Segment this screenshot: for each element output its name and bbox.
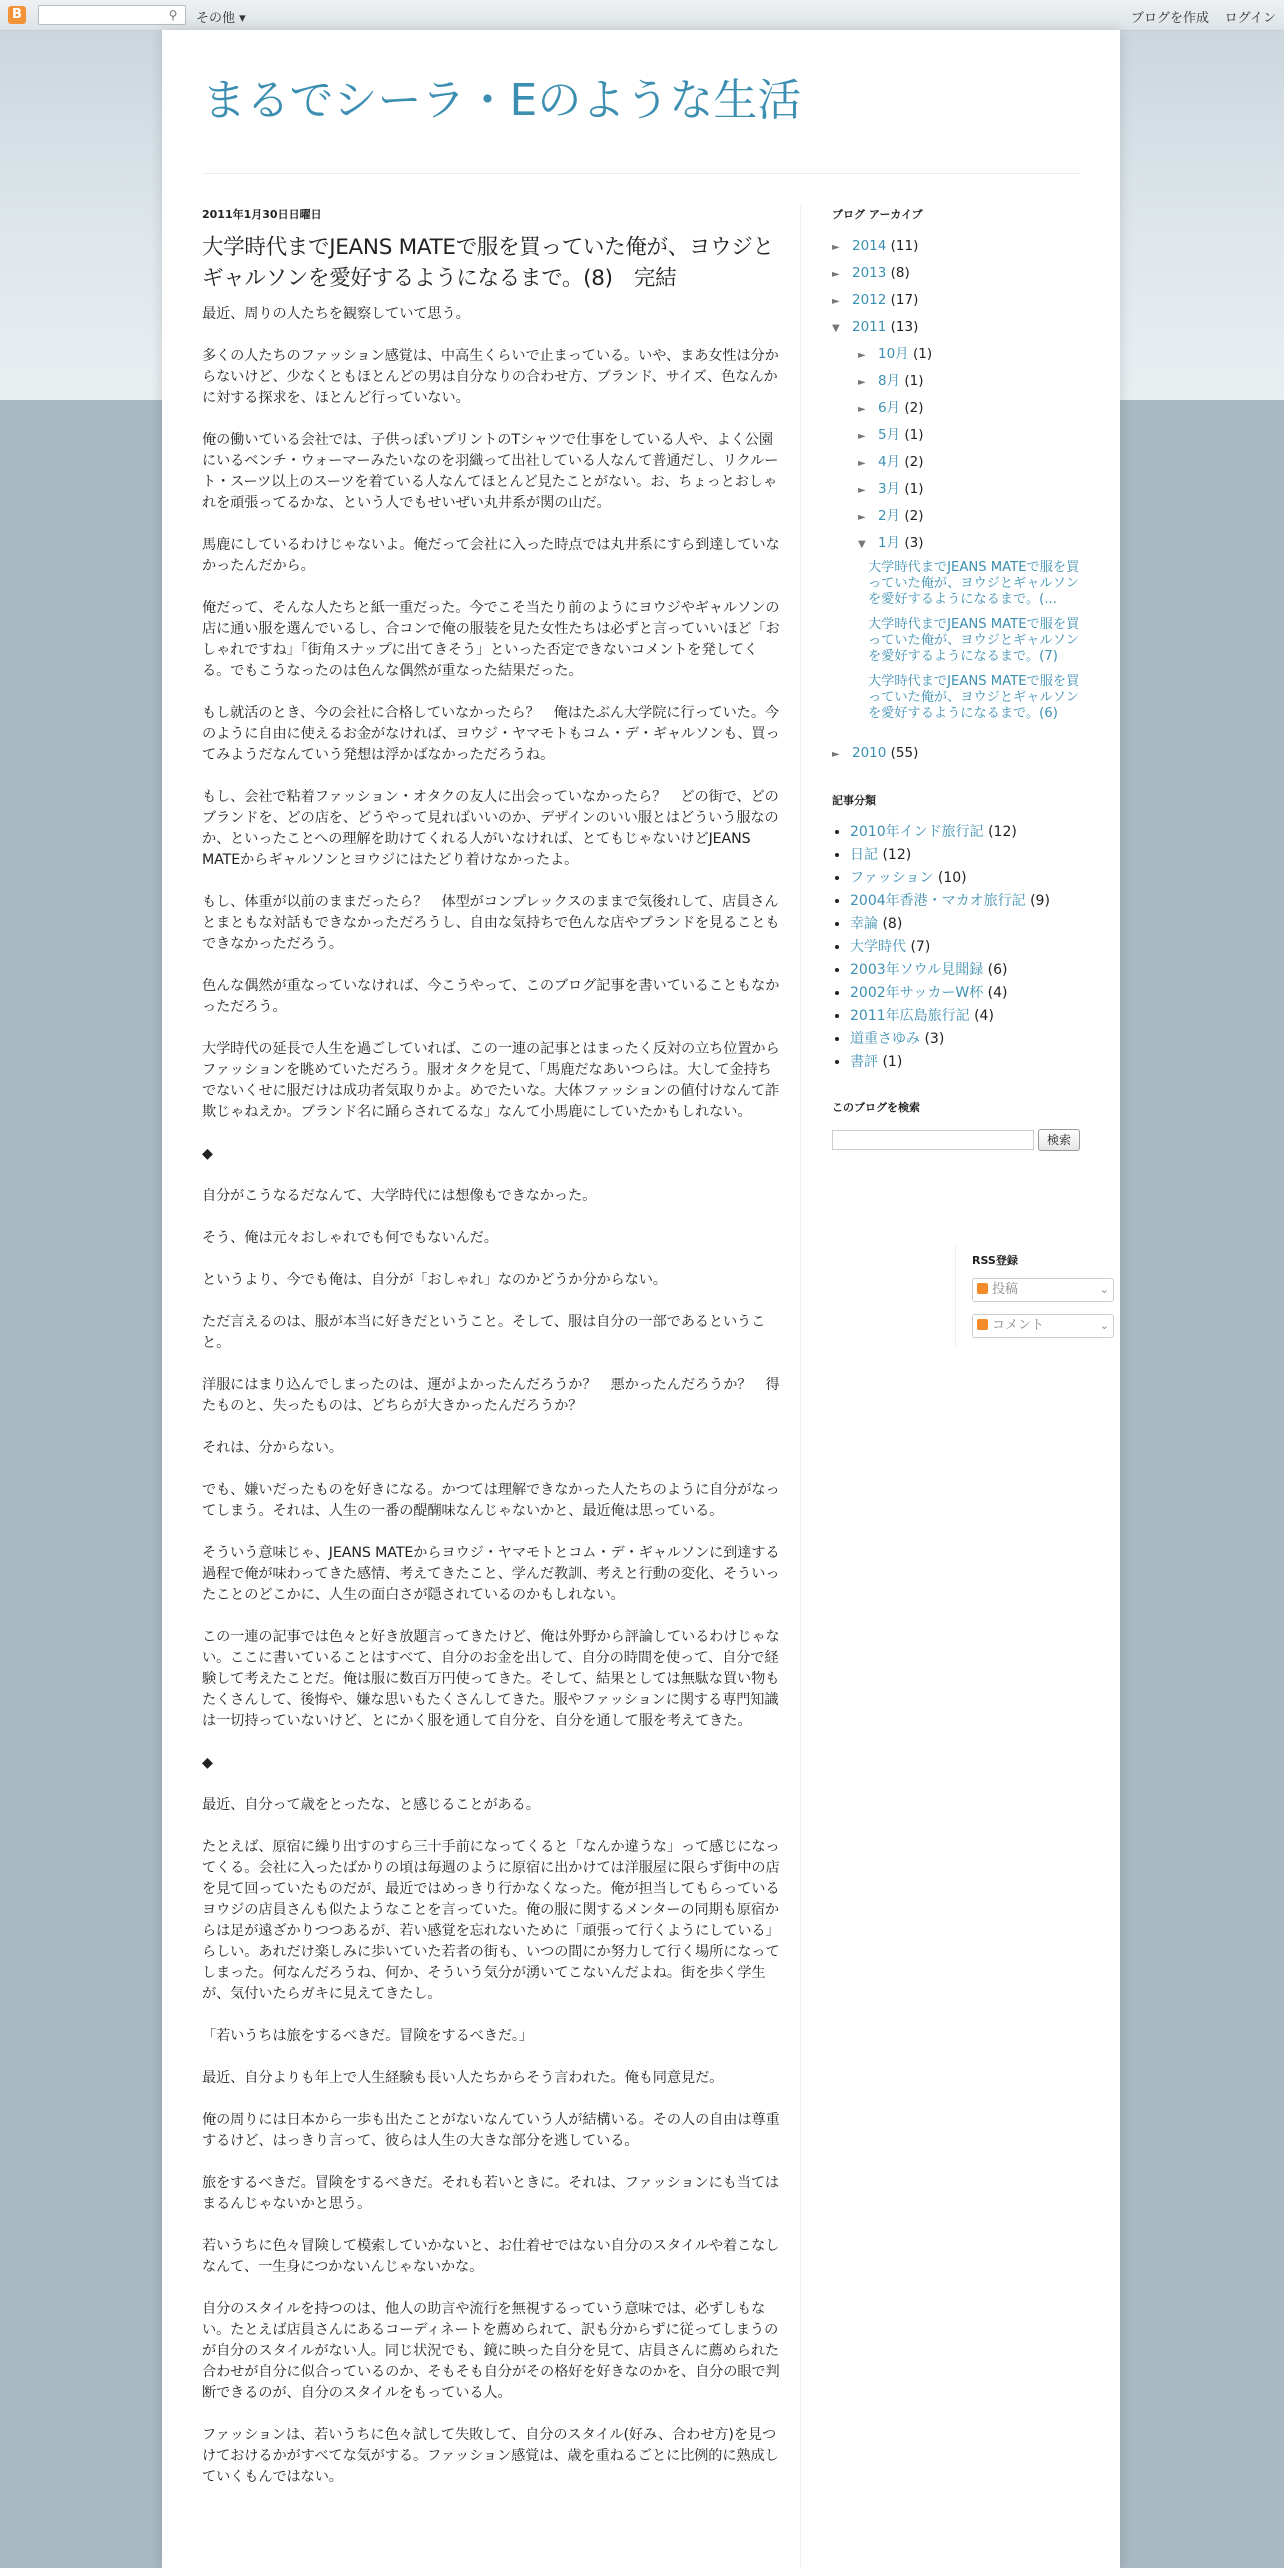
blogger-logo-icon[interactable]: B (8, 6, 26, 24)
blog-search (832, 1129, 1082, 1151)
label-item (850, 937, 1082, 960)
post-paragraph: 馬鹿にしているわけじゃないよ。俺だって会社に入った時点では丸井系にすら到達していなかったんだから。 (202, 537, 780, 574)
archive-month (832, 371, 1082, 398)
toggle-icon[interactable]: ► (832, 242, 840, 253)
label-count: (12) (882, 847, 912, 863)
label-link[interactable]: 2010年インド旅行記 (850, 824, 984, 840)
post-paragraph: 俺だって、そんな人たちと紙一重だった。今でこそ当たり前のようにヨウジやギャルソンの店に通い服を選んでいるし、合コンで俺の服装を見た女性たちは必ずと言っていいほど「おしゃれですね」「街角スナップに出てきそう」といった否定できないコメントを発してくる。でもこうなったのは色んな偶然が重なった結果だった。 (202, 600, 780, 679)
toggle-icon[interactable]: ▼ (832, 323, 840, 334)
archive-month (832, 425, 1082, 452)
labels-list (832, 822, 1082, 1075)
archive-link[interactable]: 10月 (878, 346, 909, 362)
label-link[interactable]: 大学時代 (850, 939, 906, 955)
toggle-icon[interactable]: ▼ (858, 539, 866, 550)
blog-title[interactable]: まるでシーラ・Eのような生活 (202, 75, 802, 126)
post-paragraph: 最近、自分って歳をとったな、と感じることがある。 (202, 1797, 540, 1813)
archive-link[interactable]: 6月 (878, 400, 901, 416)
archive-link[interactable]: 2014 (852, 238, 887, 254)
archive-count: (13) (890, 319, 919, 335)
label-link[interactable]: 2004年香港・マカオ旅行記 (850, 893, 1026, 909)
archive-count: (55) (890, 745, 919, 761)
label-item (850, 868, 1082, 891)
toggle-icon[interactable]: ► (832, 749, 840, 760)
label-item (850, 914, 1082, 937)
label-count: (6) (987, 962, 1008, 978)
post-paragraph: たとえば、原宿に繰り出すのすら三十手前になってくると「なんか違うな」って感じになってくる。会社に入ったばかりの頃は毎週のように原宿に出かけては洋服屋に限らず街中の店を見て回っていたものだが、最近ではめっきり行かなくなった。俺が担当してもらっているヨウジの店員さんも似たようなことを言っていた。俺の服に関するメンターの同期も原宿からは足が遠ざかりつつあるが、若い感覚を忘れないために「頑張って行くようにしている」らしい。あれだけ楽しみに歩いていた若者の街も、いつの間にか努力して行く場所になってしまった。何なんだろうね、何か、そういう気分が湧いてこないんだよね。街を歩く学生が、気付いたらガキに見えてきたし。 (202, 1839, 780, 2002)
archive-count: (2) (904, 508, 924, 524)
archive-link[interactable]: 2012 (852, 292, 887, 308)
rss-comments-dropdown[interactable] (972, 1314, 1114, 1338)
rss-widget (972, 1252, 1132, 1350)
archive-month (832, 452, 1082, 479)
post-paragraph: もし、会社で粘着ファッション・オタクの友人に出会っていなかったら？ どの街で、どのブランドを、どの店を、どうやって見ればいいのか、デザインのいい服とはどういう服なのか、といったことへの理解を助けてくれる人がいなければ、とてもじゃないけどJEANS MATEからギャルソンとヨウジにはたどり着けなかったよ。 (202, 789, 779, 868)
label-count: (7) (910, 939, 931, 955)
label-count: (1) (882, 1054, 903, 1070)
archive-count: (1) (904, 427, 924, 443)
archive-count: (17) (890, 292, 919, 308)
chevron-down-icon: ⌄ (1099, 1283, 1109, 1296)
archive-count: (2) (904, 454, 924, 470)
label-count: (12) (988, 824, 1017, 840)
archive-count: (11) (890, 238, 919, 254)
post-paragraph: ◆ (202, 1755, 213, 1771)
archive-link[interactable]: 2010 (852, 745, 887, 761)
archive-post-link[interactable]: 大学時代までJEANS MATEで服を買っていた俺が、ヨウジとギャルソンを愛好するようになるまで。(... (868, 560, 1080, 607)
toggle-icon[interactable]: ► (858, 404, 866, 415)
post-paragraph: 「若いうちは旅をするべきだ。冒険をするべきだ。」 (202, 2028, 534, 2044)
archive-link[interactable]: 2011 (852, 319, 887, 335)
archive-link[interactable]: 3月 (878, 481, 901, 497)
toggle-icon[interactable]: ► (858, 431, 866, 442)
post-paragraph: 大学時代の延長で人生を過ごしていれば、この一連の記事とはまったく反対の立ち位置からファッションを眺めていただろう。服オタクを見て、「馬鹿だなあいつらは。大して金持ちでないくせに服だけは成功者気取りかよ。めでたいな。大体ファッションの値付けなんて詐欺じゃねえか。ブランド名に踊らされてるな」なんて小馬鹿にしていたかもしれない。 (202, 1041, 780, 1120)
sidebar (832, 206, 1082, 1151)
label-item (850, 960, 1082, 983)
label-item (850, 1052, 1082, 1075)
post-paragraph: もし、体重が以前のままだったら？ 体型がコンプレックスのままで気後れして、店員さんとまともな対話もできなかっただろうし、自由な気持ちで色んな店やブランドを見ることもできなかっただろう。 (202, 894, 780, 952)
label-link[interactable]: 2002年サッカーW杯 (850, 985, 984, 1001)
rss-icon (977, 1283, 988, 1294)
archive-year-2011 (832, 317, 1082, 344)
header-divider (202, 173, 1080, 174)
toggle-icon[interactable]: ► (858, 377, 866, 388)
post-paragraph: 自分のスタイルを持つのは、他人の助言や流行を無視するっていう意味では、必ずしもない。たとえば店員さんにあるコーディネートを薦められて、訳も分からずに従ってしまうのが自分のスタイルがない人。同じ状況でも、鏡に映った自分を見て、店員さんに薦められた合わせが自分に似合っているのか、そもそも自分がその格好を好きなのかを、自分の眼で判断できるのが、自分のスタイルをもっている人。 (202, 2301, 780, 2401)
label-count: (9) (1030, 893, 1050, 909)
toggle-icon[interactable]: ► (858, 512, 866, 523)
toggle-icon[interactable]: ► (832, 269, 840, 280)
toggle-icon[interactable]: ► (858, 485, 866, 496)
column-divider (800, 206, 801, 2568)
archive-count: (1) (904, 481, 924, 497)
archive-year-2010 (832, 743, 1082, 770)
post-paragraph: 最近、周りの人たちを観察していて思う。 (202, 306, 470, 322)
toggle-icon[interactable]: ► (858, 458, 866, 469)
archive-count: (1) (912, 346, 933, 362)
post-paragraph: それは、分からない。 (202, 1440, 343, 1456)
archive-post-link[interactable]: 大学時代までJEANS MATEで服を買っていた俺が、ヨウジとギャルソンを愛好するようになるまで。(6) (868, 674, 1080, 721)
archive-link[interactable]: 8月 (878, 373, 901, 389)
label-link[interactable]: 幸論 (850, 916, 878, 932)
blogger-navbar (0, 0, 1284, 31)
label-count: (8) (882, 916, 903, 932)
blog-archive (832, 236, 1082, 770)
search-button[interactable]: 検索 (1038, 1129, 1080, 1151)
search-icon[interactable]: ⚲ (168, 8, 178, 22)
post-paragraph: そういう意味じゃ、JEANS MATEからヨウジ・ヤマモトとコム・デ・ギャルソンに到達する過程で俺が味わってきた感情、考えてきたこと、学んだ教訓、考えと行動の変化、そういったことのどこかに、人生の面白さが隠されているのかもしれない。 (202, 1545, 780, 1603)
label-count: (4) (987, 985, 1008, 1001)
post-paragraph: もし就活のとき、今の会社に合格していなかったら？ 俺はたぶん大学院に行っていた。今のように自由に使えるお金がなければ、ヨウジ・ヤマモトもコム・デ・ギャルソンも、買ってみようだなんていう発想は浮かばなかっただろうね。 (202, 705, 780, 763)
archive-heading: ブログ アーカイブ (832, 208, 923, 221)
archive-year-2014 (832, 236, 1082, 263)
rss-heading: RSS登録 (972, 1254, 1018, 1267)
archive-link[interactable]: 5月 (878, 427, 901, 443)
post-paragraph: 最近、自分よりも年上で人生経験も長い人たちからそう言われた。俺も同意見だ。 (202, 2070, 724, 2086)
label-link[interactable]: 2011年広島旅行記 (850, 1008, 970, 1024)
archive-count: (1) (904, 373, 924, 389)
label-item (850, 822, 1082, 845)
archive-post-item (868, 617, 1082, 665)
rss-posts-dropdown[interactable] (972, 1278, 1114, 1302)
post-paragraph: というより、今でも俺は、自分が「おしゃれ」なのかどうか分からない。 (202, 1272, 667, 1288)
label-item (850, 983, 1082, 1006)
post-paragraph: 俺の周りには日本から一歩も出たことがないなんていう人が結構いる。その人の自由は尊重するけど、はっきり言って、彼らは人生の大きな部分を逃している。 (202, 2112, 780, 2149)
blog-search-input[interactable] (832, 1130, 1034, 1150)
post-date: 2011年1月30日日曜日 (202, 208, 322, 221)
label-count: (10) (937, 870, 967, 886)
archive-year-2012 (832, 290, 1082, 317)
post-body (202, 304, 782, 2488)
rss-divider (955, 1246, 956, 1346)
post-paragraph: 旅をするべきだ。冒険をするべきだ。それも若いときに。それは、ファッションにも当てはまるんじゃないかと思う。 (202, 2175, 780, 2212)
archive-count: (2) (904, 400, 924, 416)
archive-post-link[interactable]: 大学時代までJEANS MATEで服を買っていた俺が、ヨウジとギャルソンを愛好するようになるまで。(7) (868, 617, 1080, 664)
more-menu[interactable]: その他 ▾ (196, 11, 246, 26)
post-paragraph: 若いうちに色々冒険して模索していかないと、お仕着せではない自分のスタイルや着こなしなんて、一生身につかないんじゃないかな。 (202, 2238, 780, 2275)
label-link[interactable]: ファッション (850, 870, 934, 886)
chevron-down-icon: ⌄ (1099, 1319, 1109, 1332)
rss-icon (977, 1319, 988, 1330)
post-paragraph: 多くの人たちのファッション感覚は、中高生くらいで止まっている。いや、まあ女性は分からないけど、少なくともほとんどの男は自分なりの合わせ方、ブランド、サイズ、色なんかに対する探求を、ほとんど行っていない。 (202, 348, 779, 406)
post-paragraph: 自分がこうなるだなんて、大学時代には想像もできなかった。 (202, 1188, 597, 1204)
archive-count: (3) (904, 535, 924, 551)
label-count: (4) (974, 1008, 994, 1024)
archive-month (832, 398, 1082, 425)
post-column (202, 206, 782, 2509)
post-paragraph: 洋服にはまり込んでしまったのは、運がよかったんだろうか？ 悪かったんだろうか？ 得たものと、失ったものは、どちらが大きかったんだろうか？ (202, 1377, 780, 1414)
label-item (850, 1029, 1082, 1052)
archive-link[interactable]: 1月 (878, 535, 901, 551)
login-link[interactable]: ログイン (1224, 11, 1276, 26)
label-item (850, 845, 1082, 868)
label-link[interactable]: 日記 (850, 847, 878, 863)
archive-month (832, 533, 1082, 560)
archive-link[interactable]: 2月 (878, 508, 901, 524)
blog-page (162, 30, 1120, 2568)
labels-heading: 記事分類 (832, 794, 876, 807)
post-title: 大学時代までJEANS MATEで服を買っていた俺が、ヨウジとギャルソンを愛好するようになるまで。(8) 完結 (202, 235, 774, 291)
archive-count: (8) (890, 265, 910, 281)
post-paragraph: ただ言えるのは、服が本当に好きだということ。そして、服は自分の一部であるということ。 (202, 1314, 766, 1351)
post-paragraph: でも、嫌いだったものを好きになる。かつては理解できなかった人たちのように自分がなってしまう。それは、人生の一番の醍醐味なんじゃないかと、最近俺は思っている。 (202, 1482, 780, 1519)
archive-post-item (868, 560, 1082, 608)
archive-link[interactable]: 2013 (852, 265, 887, 281)
archive-month (832, 479, 1082, 506)
label-link[interactable]: 書評 (850, 1054, 878, 1070)
rss-posts-label: 投稿 (992, 1282, 1019, 1297)
label-count: (3) (924, 1031, 945, 1047)
archive-month (832, 344, 1082, 371)
search-heading: このブログを検索 (832, 1101, 920, 1114)
archive-post-item (868, 674, 1082, 722)
archive-month (832, 506, 1082, 533)
label-item (850, 1006, 1082, 1029)
post-paragraph: 色んな偶然が重なっていなければ、今こうやって、このブログ記事を書いていることもなかっただろう。 (202, 978, 780, 1015)
archive-link[interactable]: 4月 (878, 454, 901, 470)
toggle-icon[interactable]: ► (858, 350, 866, 361)
rss-comments-label: コメント (992, 1318, 1045, 1333)
post-paragraph: 俺の働いている会社では、子供っぽいプリントのTシャツで仕事をしている人や、よく公園にいるベンチ・ウォーマーみたいなのを羽織って出社している人なんて普通だし、リクルート・スーツ以上のスーツを着ている人なんてほとんど見たことがない。お、ちょっとおしゃれを頑張ってるかな、という人でもせいぜい丸井系が関の山だ。 (202, 432, 779, 511)
create-blog-link[interactable]: ブログを作成 (1130, 11, 1209, 26)
archive-post-list (832, 560, 1082, 722)
post-paragraph: ファッションは、若いうちに色々試して失敗して、自分のスタイル(好み、合わせ方)を見つけておけるかがすべてな気がする。ファッション感覚は、歳を重ねるごとに比例的に熟成していくもんではない。 (202, 2427, 779, 2485)
label-link[interactable]: 2003年ソウル見聞録 (850, 962, 984, 978)
post-paragraph: そう、俺は元々おしゃれでも何でもないんだ。 (202, 1230, 498, 1246)
archive-year-2013 (832, 263, 1082, 290)
label-link[interactable]: 道重さゆみ (850, 1031, 920, 1047)
post-paragraph: この一連の記事では色々と好き放題言ってきたけど、俺は外野から評論しているわけじゃない。ここに書いていることはすべて、自分のお金を出して、自分の時間を使って、自分で経験して考えたことだ。俺は服に数百万円使ってきた。そして、結果としては無駄な買い物もたくさんして、後悔や、嫌な思いもたくさんしてきた。服やファッションに関する専門知識は一切持っていないけど、とにかく服を通して自分を、自分を通して服を考えてきた。 (202, 1629, 780, 1729)
post-paragraph: ◆ (202, 1146, 213, 1162)
toggle-icon[interactable]: ► (832, 296, 840, 307)
label-item (850, 891, 1082, 914)
